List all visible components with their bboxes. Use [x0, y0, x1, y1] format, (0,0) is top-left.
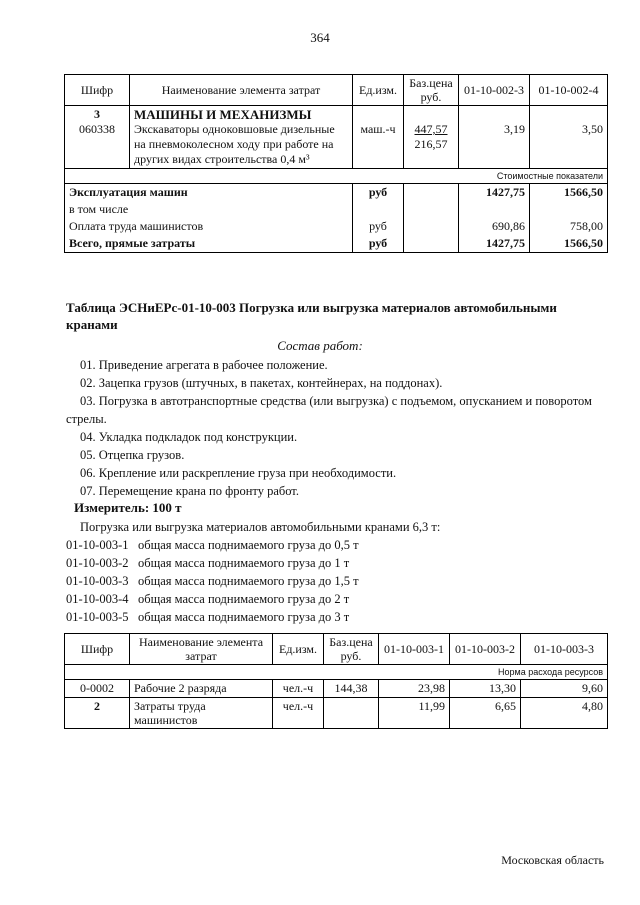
table1-item-v1: 3,19: [459, 106, 530, 169]
table2-row: [65, 680, 608, 698]
work-item: 01. Приведение агрегата в рабочее положение.: [80, 358, 328, 372]
codes-list: [66, 536, 606, 626]
code-item: 01-10-003-4 общая масса поднимаемого груза до 2 т: [66, 592, 350, 606]
table1-header-col2: 01-10-002-4: [530, 75, 608, 106]
table2-row-v2: 6,65: [450, 698, 521, 729]
table2-header-name: Наименование элемента затрат: [130, 634, 273, 665]
table2-row-price: [324, 698, 379, 729]
table2-header-row: [65, 634, 608, 665]
table1-row-v1: 690,86: [459, 218, 530, 235]
table2-row-v3: 4,80: [521, 698, 608, 729]
table1-row-name: Оплата труда машинистов: [65, 218, 353, 235]
code-item: 01-10-003-5 общая масса поднимаемого груза до 3 т: [66, 610, 350, 624]
table2-row-v1: 23,98: [379, 680, 450, 698]
code-item: 01-10-003-1 общая масса поднимаемого груза до 0,5 т: [66, 538, 359, 552]
work-item: 02. Зацепка грузов (штучных, в пакетах, контейнерах, на поддонах).: [80, 376, 443, 390]
table1-row-unit: руб: [353, 218, 404, 235]
table2-row: [65, 698, 608, 729]
code-item: 01-10-003-2 общая масса поднимаемого груза до 1 т: [66, 556, 350, 570]
work-item: 05. Отцепка грузов.: [80, 448, 185, 462]
table1-header-col1: 01-10-002-3: [459, 75, 530, 106]
table2-header-col1: 01-10-003-1: [379, 634, 450, 665]
table1-row-operation: [65, 184, 608, 202]
table2-header-price: Баз.цена руб.: [324, 634, 379, 665]
table2-row-v3: 9,60: [521, 680, 608, 698]
table1-row-v2: 1566,50: [530, 184, 608, 202]
table2-header-code: Шифр: [65, 634, 130, 665]
table1-item-price1: 447,57: [414, 122, 448, 136]
composition-title: Состав работ:: [277, 338, 363, 353]
table1-item-v2: 3,50: [530, 106, 608, 169]
table1-row-including: [65, 201, 608, 218]
table2-row-name: Рабочие 2 разряда: [130, 680, 273, 698]
works-list: [66, 356, 616, 500]
table2-row-unit: чел.-ч: [273, 698, 324, 729]
table1-row-v2: 1566,50: [530, 235, 608, 253]
work-item: 04. Укладка подкладок под конструкции.: [80, 430, 298, 444]
table2-row-code: 2: [65, 698, 130, 729]
table2-header-unit: Ед.изм.: [273, 634, 324, 665]
table1-row-v2: 758,00: [530, 218, 608, 235]
table1-header-unit: Ед.изм.: [353, 75, 404, 106]
table1-row-unit: руб: [353, 235, 404, 253]
table1-row-wages: [65, 218, 608, 235]
table2-row-v2: 13,30: [450, 680, 521, 698]
table2-norm-label: Норма расхода ресурсов: [65, 665, 608, 680]
table1-row-name: в том числе: [65, 201, 353, 218]
cost-table-1: [64, 74, 608, 253]
table1-row-v1: 1427,75: [459, 184, 530, 202]
table1-header-row: [65, 75, 608, 106]
meter: Измеритель: 100 т: [74, 500, 182, 515]
table2-row-code: 0-0002: [65, 680, 130, 698]
table1-item-name: Экскаваторы одноковшовые дизельные на пневмоколесном ходу при работе на других видах строительства 0,4 м³: [134, 122, 335, 166]
table2-header-col3: 01-10-003-3: [521, 634, 608, 665]
table1-row-total: [65, 235, 608, 253]
section-title: Таблица ЭСНиЕРс-01-10-003 Погрузка или выгрузка материалов автомобильными кранами: [66, 300, 557, 332]
table2-row-unit: чел.-ч: [273, 680, 324, 698]
description: Погрузка или выгрузка материалов автомобильными кранами 6,3 т:: [80, 520, 441, 534]
table2-row-name: Затраты труда машинистов: [130, 698, 273, 729]
page-number: 364: [310, 30, 330, 45]
table1-cost-label: Стоимостные показатели: [65, 169, 608, 184]
work-item: 06. Крепление или раскрепление груза при необходимости.: [80, 466, 397, 480]
table1-row-name: Эксплуатация машин: [65, 184, 353, 202]
table1-row-name: Всего, прямые затраты: [65, 235, 353, 253]
work-item: 07. Перемещение крана по фронту работ.: [80, 484, 299, 498]
table2-row-price: 144,38: [324, 680, 379, 698]
table2-header-col2: 01-10-003-2: [450, 634, 521, 665]
table1-header-price: Баз.цена руб.: [404, 75, 459, 106]
norm-table-2: [64, 633, 608, 729]
table2-row-v1: 11,99: [379, 698, 450, 729]
table1-item-code: 060338: [79, 122, 115, 136]
table1-section-title: МАШИНЫ И МЕХАНИЗМЫ: [134, 107, 312, 122]
footer-region: Московская область: [501, 853, 604, 867]
code-item: 01-10-003-3 общая масса поднимаемого груза до 1,5 т: [66, 574, 359, 588]
table1-machine-row: [65, 106, 608, 169]
table1-item-price2: 216,57: [414, 137, 448, 151]
table1-item-unit: маш.-ч: [353, 106, 404, 169]
work-item: 03. Погрузка в автотранспортные средства (или выгрузка) с подъемом, опусканием и поворотом стрелы.: [66, 394, 592, 426]
table1-section-code: 3: [94, 107, 100, 121]
table1-row-v1: 1427,75: [459, 235, 530, 253]
table1-header-code: Шифр: [65, 75, 130, 106]
table1-header-name: Наименование элемента затрат: [130, 75, 353, 106]
table1-row-unit: руб: [353, 184, 404, 202]
